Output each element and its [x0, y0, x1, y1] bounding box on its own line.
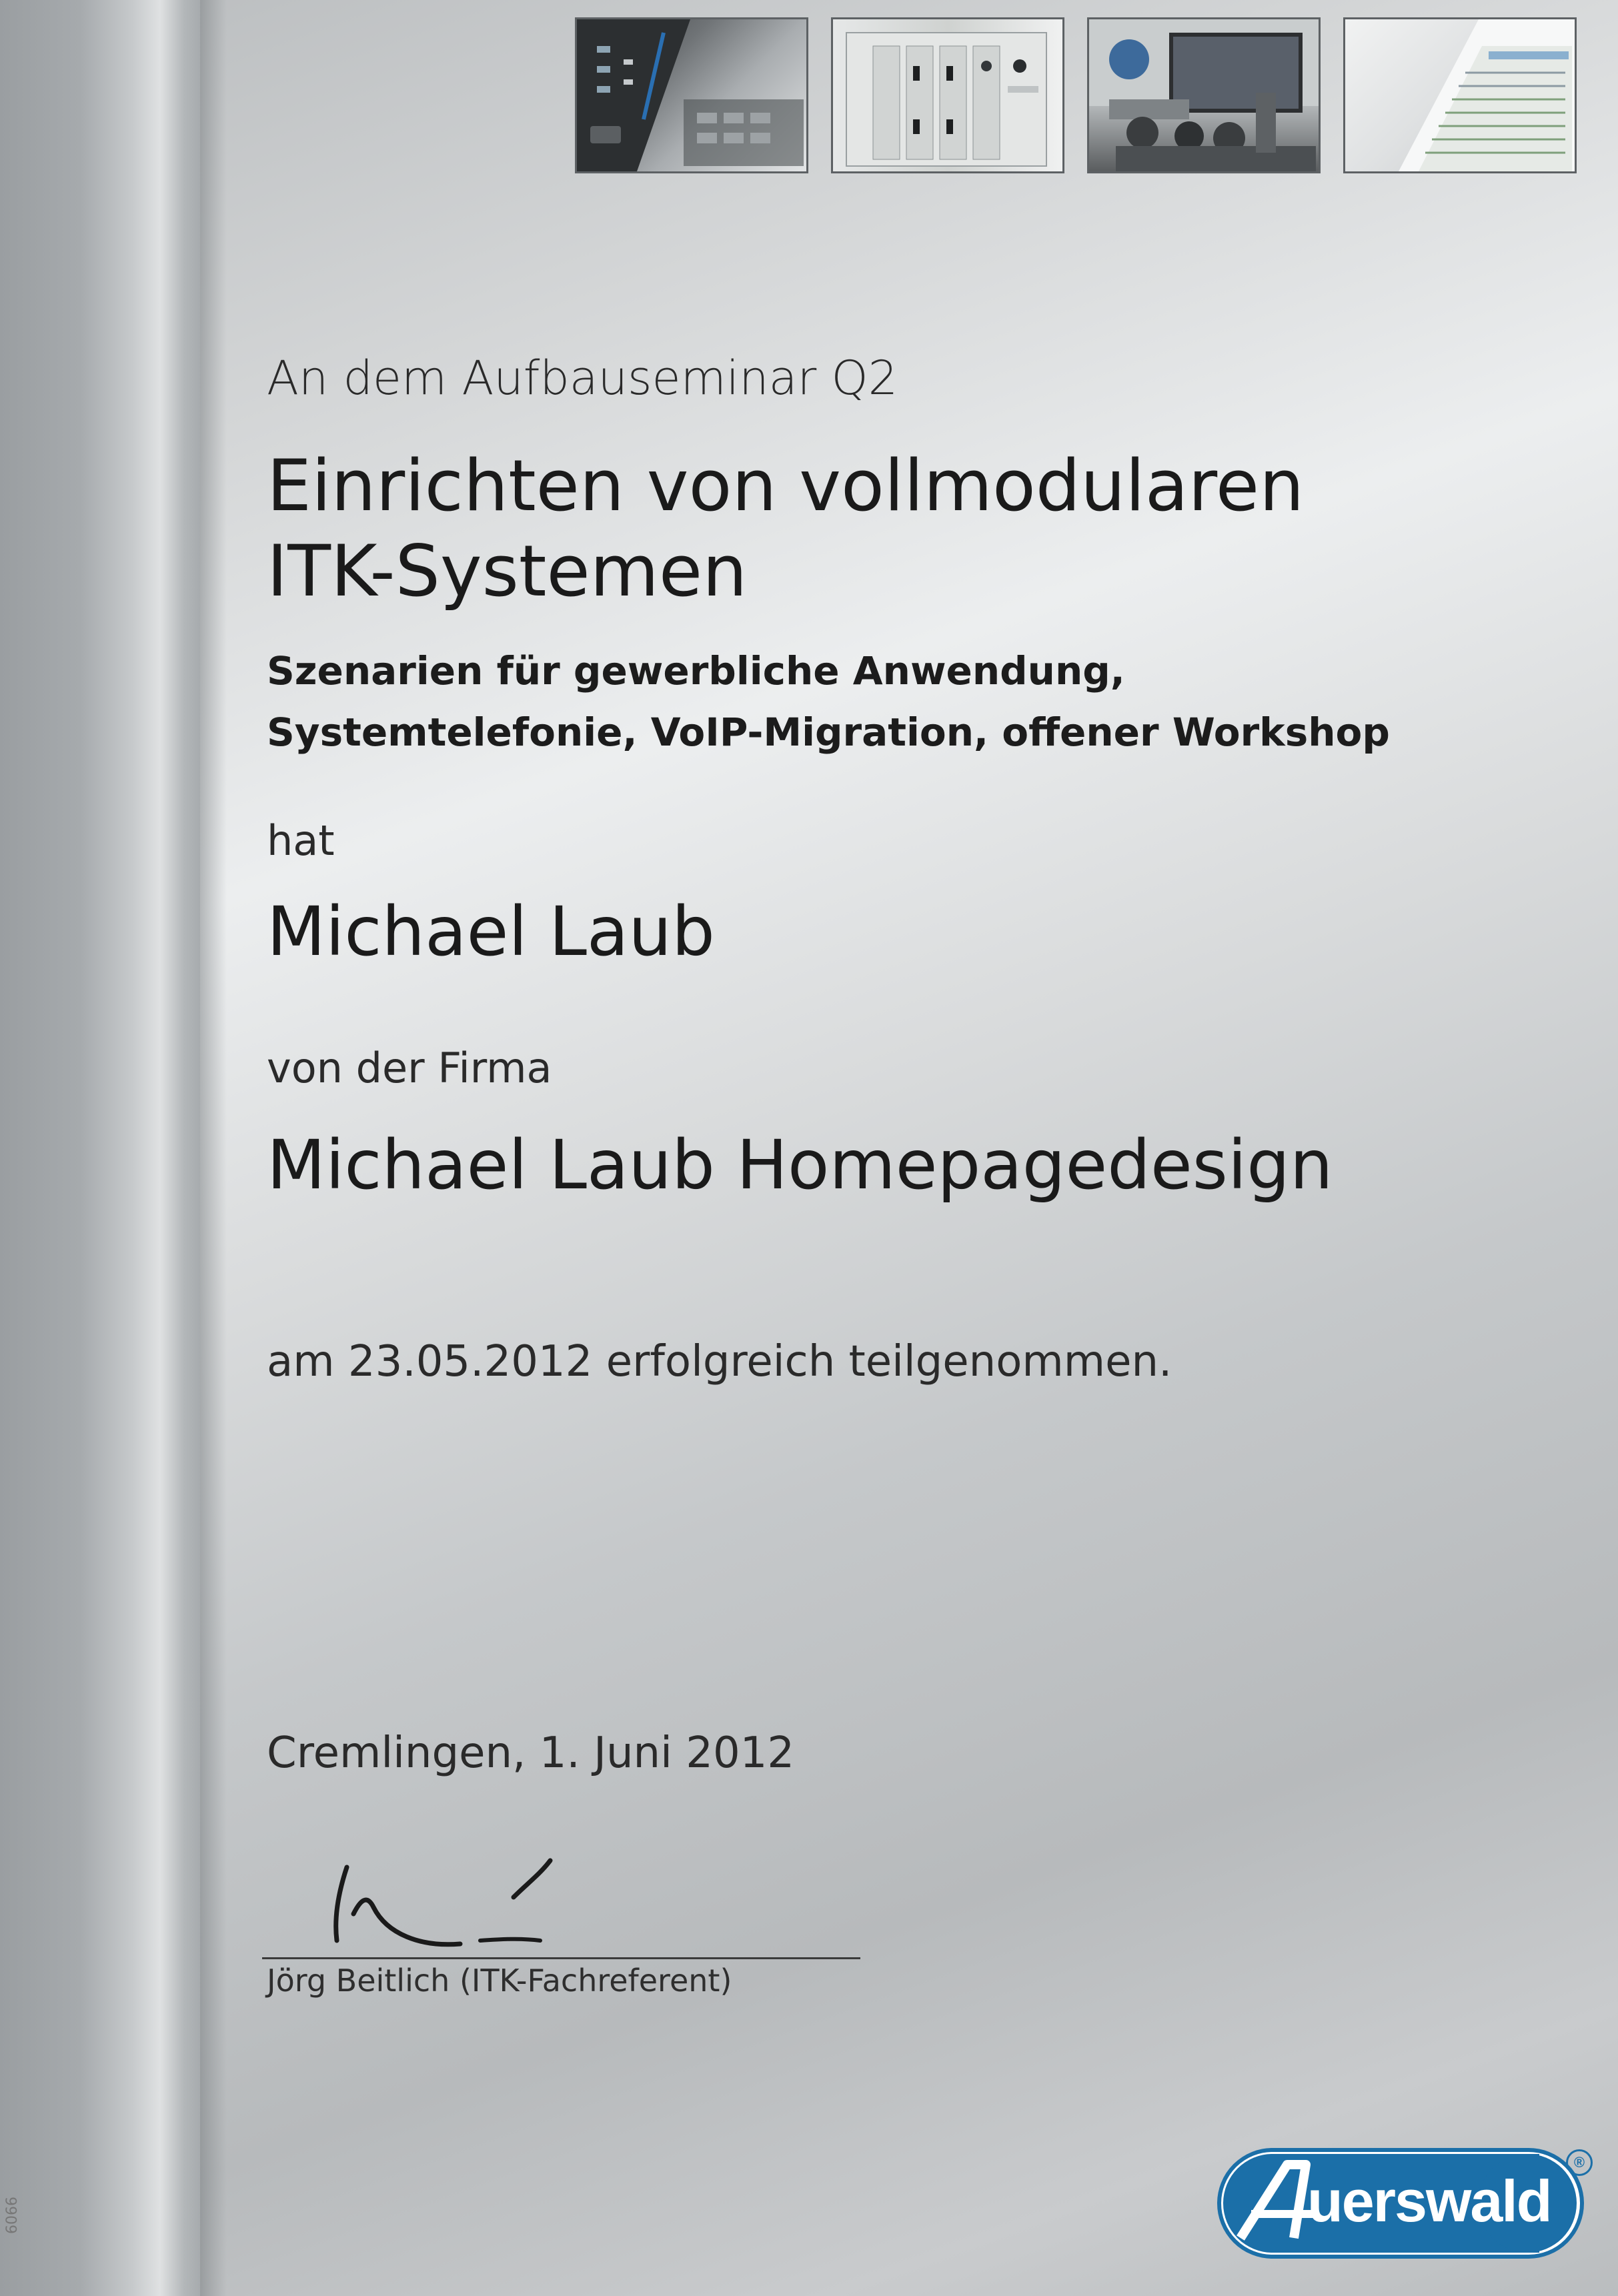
seminar-title-line-2: ITK-Systemen	[267, 530, 748, 612]
seminar-title	[267, 443, 1304, 614]
signature	[320, 1841, 574, 1961]
hat-label: hat	[267, 816, 335, 865]
photo-software-screen	[1343, 17, 1577, 173]
seminar-subtitle-line-2: Systemtelefonie, VoIP-Migration, offener Workshop	[267, 710, 1390, 755]
signature-line	[262, 1957, 860, 1959]
photo-telephone-keypad	[575, 17, 808, 173]
software-screen-icon	[1345, 19, 1575, 171]
pbx-rack-icon	[833, 19, 1062, 171]
firm-label: von der Firma	[267, 1044, 552, 1092]
logo-wordmark: uerswald	[1307, 2168, 1551, 2234]
place-and-date: Cremlingen, 1. Juni 2012	[267, 1729, 795, 1778]
registered-mark: ®	[1566, 2149, 1593, 2176]
seminar-title-line-1: Einrichten von vollmodularen	[267, 445, 1305, 527]
edge-mark: 6066	[4, 2197, 21, 2234]
page-spine	[0, 0, 200, 2296]
seminar-presentation-icon	[1089, 19, 1319, 171]
photo-seminar-presentation	[1087, 17, 1321, 173]
participant-name: Michael Laub	[267, 892, 715, 972]
telephone-keypad-icon	[577, 19, 806, 171]
spine-shadow	[200, 0, 227, 2296]
seminar-subtitle	[267, 640, 1390, 763]
company-name: Michael Laub Homepagedesign	[267, 1126, 1333, 1205]
signer-name: Jörg Beitlich (ITK-Fachreferent)	[267, 1963, 732, 1999]
seminar-intro: An dem Aufbauseminar Q2	[267, 351, 898, 405]
seminar-subtitle-line-1: Szenarien für gewerbliche Anwendung,	[267, 648, 1125, 694]
photo-strip	[575, 17, 1578, 175]
photo-modular-pbx-rack	[831, 17, 1064, 173]
completion-statement: am 23.05.2012 erfolgreich teilgenommen.	[267, 1337, 1172, 1386]
